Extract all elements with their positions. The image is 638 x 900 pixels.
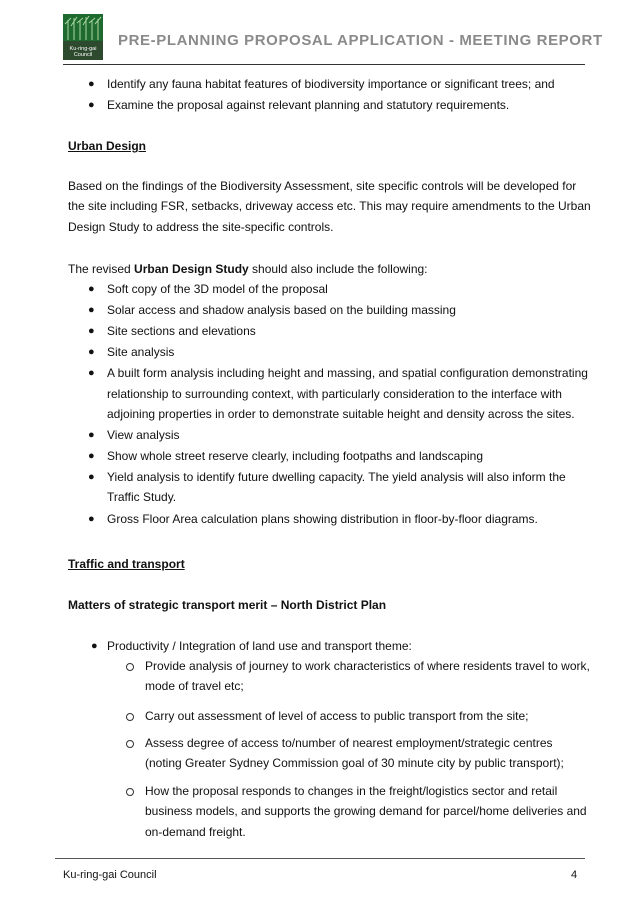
- urban-design-bullet-cont: relationship to surrounding context, with particularly consideration to the interface with: [107, 387, 562, 401]
- bullet-icon: ●: [88, 367, 95, 379]
- logo-text-2: Council: [73, 52, 93, 58]
- intro-bullet: Examine the proposal against relevant planning and statutory requirements.: [107, 98, 510, 112]
- bullet-icon: ●: [88, 346, 95, 358]
- circle-bullet-icon: [126, 713, 134, 721]
- traffic-subheading: Matters of strategic transport merit – North District Plan: [68, 598, 387, 612]
- urban-design-bullet: Site analysis: [107, 345, 175, 359]
- urban-design-paragraph-line: Based on the findings of the Biodiversity Assessment, site specific controls will be developed for: [68, 179, 577, 193]
- footer-divider: [55, 858, 585, 859]
- circle-bullet-icon: [126, 740, 134, 748]
- urban-design-paragraph-line: the site including FSR, setbacks, driveway access etc. This may require amendments to the Urban: [68, 199, 591, 213]
- urban-design-heading: Urban Design: [68, 139, 147, 153]
- traffic-sub-bullet: Assess degree of access to/number of nearest employment/strategic centres: [145, 736, 553, 750]
- bullet-icon: ●: [91, 640, 98, 652]
- circle-bullet-icon: [126, 663, 134, 671]
- urban-design-bullet: Solar access and shadow analysis based on the building massing: [107, 303, 456, 317]
- bullet-icon: ●: [88, 429, 95, 441]
- bullet-icon: ●: [88, 304, 95, 316]
- intro-bullet: Identify any fauna habitat features of biodiversity importance or significant trees; and: [107, 77, 555, 91]
- urban-design-bullet-cont: Traffic Study.: [107, 490, 177, 504]
- page-number: 4: [571, 869, 578, 881]
- traffic-sub-bullet: Provide analysis of journey to work characteristics of where residents travel to work,: [145, 659, 590, 673]
- bullet-icon: ●: [88, 99, 95, 111]
- bullet-icon: ●: [88, 471, 95, 483]
- page-header-title: PRE-PLANNING PROPOSAL APPLICATION - MEETING REPORT: [118, 32, 603, 49]
- revised-study-bold: Urban Design Study: [134, 262, 249, 276]
- urban-design-bullet: Gross Floor Area calculation plans showing distribution in floor-by-floor diagrams.: [107, 512, 538, 526]
- traffic-sub-bullet-cont: (noting Greater Sydney Commission goal of 30 minute city by public transport);: [145, 756, 564, 770]
- revised-study-post: should also include the following:: [248, 262, 428, 276]
- traffic-sub-bullet: How the proposal responds to changes in the freight/logistics sector and retail: [145, 784, 558, 798]
- traffic-theme: Productivity / Integration of land use and transport theme:: [107, 639, 412, 653]
- bullet-icon: ●: [88, 78, 95, 90]
- revised-study-pre: The revised: [68, 262, 135, 276]
- urban-design-bullet: Soft copy of the 3D model of the proposal: [107, 282, 328, 296]
- urban-design-bullet: Site sections and elevations: [107, 324, 256, 338]
- urban-design-bullet: View analysis: [107, 428, 180, 442]
- traffic-sub-bullet: Carry out assessment of level of access to public transport from the site;: [145, 709, 529, 723]
- bullet-icon: ●: [88, 283, 95, 295]
- footer-council-name: Ku-ring-gai Council: [63, 869, 157, 881]
- revised-study-intro: [68, 261, 428, 277]
- bullet-icon: ●: [88, 513, 95, 525]
- bullet-icon: ●: [88, 450, 95, 462]
- urban-design-bullet: Show whole street reserve clearly, including footpaths and landscaping: [107, 449, 483, 463]
- urban-design-bullet: Yield analysis to identify future dwelling capacity. The yield analysis will also inform the: [107, 470, 566, 484]
- urban-design-bullet-cont: adjoining properties in order to demonstrate suitable height and density across the sites.: [107, 407, 575, 421]
- traffic-sub-bullet-cont: business models, and supports the growing demand for parcel/home deliveries and: [145, 804, 587, 818]
- council-logo: [63, 14, 103, 60]
- urban-design-paragraph-line: Design Study to address the site-specific controls.: [68, 220, 334, 234]
- urban-design-bullet: A built form analysis including height and massing, and spatial configuration demonstrating: [107, 366, 588, 380]
- circle-bullet-icon: [126, 788, 134, 796]
- bullet-icon: ●: [88, 325, 95, 337]
- traffic-sub-bullet-cont: mode of travel etc;: [145, 679, 244, 693]
- logo-text-1: Ku-ring-gai: [69, 46, 97, 52]
- traffic-sub-bullet-cont: on-demand freight.: [145, 825, 246, 839]
- header-divider: [63, 64, 585, 65]
- traffic-heading: Traffic and transport: [68, 557, 185, 571]
